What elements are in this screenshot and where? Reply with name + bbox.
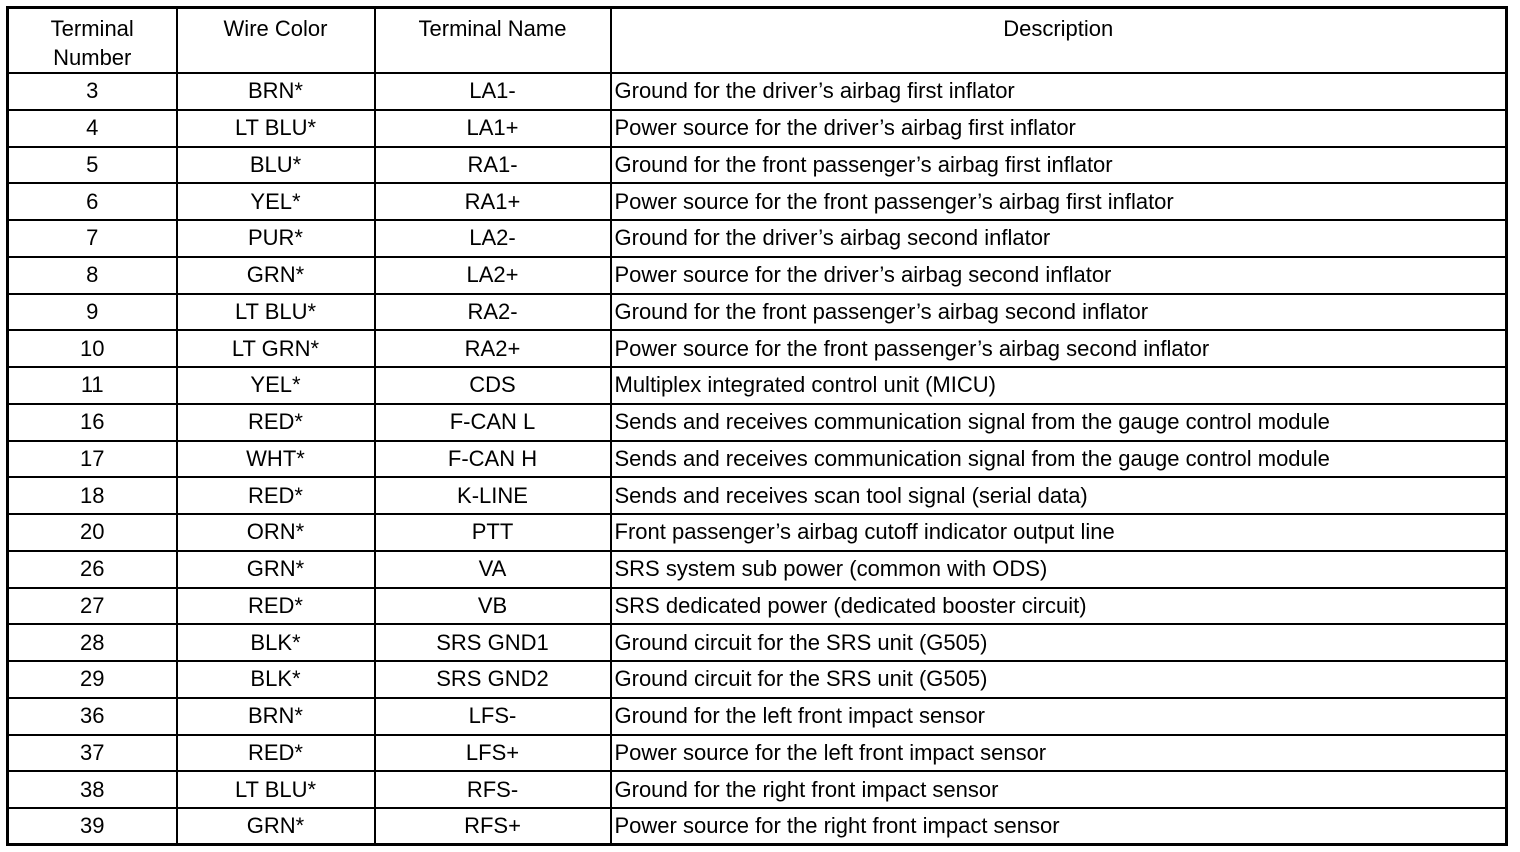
table-row [8, 771, 1507, 808]
terminal-name-cell: K-LINE [375, 477, 611, 514]
description-cell: SRS dedicated power (dedicated booster circuit) [611, 588, 1507, 625]
description-cell: Sends and receives communication signal from the gauge control module [611, 404, 1507, 441]
wire-color-cell: WHT* [177, 441, 375, 478]
wire-color-cell: BRN* [177, 73, 375, 110]
description-cell: Sends and receives scan tool signal (serial data) [611, 477, 1507, 514]
description-cell: Power source for the right front impact sensor [611, 808, 1507, 845]
terminal-name-cell: F-CAN H [375, 441, 611, 478]
wire-color-cell: YEL* [177, 183, 375, 220]
table-row [8, 808, 1507, 845]
description-cell: Ground for the right front impact sensor [611, 771, 1507, 808]
terminal-number-cell: 27 [8, 588, 177, 625]
header-row [8, 8, 1507, 74]
wire-color-cell: RED* [177, 477, 375, 514]
description-cell: Front passenger’s airbag cutoff indicator output line [611, 514, 1507, 551]
terminal-number-cell: 7 [8, 220, 177, 257]
wire-color-cell: BLU* [177, 147, 375, 184]
wire-color-cell: ORN* [177, 514, 375, 551]
terminal-number-cell: 20 [8, 514, 177, 551]
wire-color-cell: BLK* [177, 624, 375, 661]
terminal-number-cell: 38 [8, 771, 177, 808]
terminal-name-cell: RA1- [375, 147, 611, 184]
terminal-table [6, 6, 1508, 846]
terminal-number-cell: 16 [8, 404, 177, 441]
wire-color-cell: PUR* [177, 220, 375, 257]
terminal-name-cell: RFS- [375, 771, 611, 808]
description-cell: Ground for the driver’s airbag second inflator [611, 220, 1507, 257]
table-row [8, 477, 1507, 514]
header-terminal-number-label: Terminal Number [50, 16, 134, 70]
wire-color-cell: LT BLU* [177, 110, 375, 147]
table-row [8, 147, 1507, 184]
description-cell: Ground circuit for the SRS unit (G505) [611, 661, 1507, 698]
terminal-name-cell: LA1- [375, 73, 611, 110]
terminal-number-cell: 11 [8, 367, 177, 404]
table-row [8, 661, 1507, 698]
description-cell: Sends and receives communication signal from the gauge control module [611, 441, 1507, 478]
terminal-name-cell: SRS GND1 [375, 624, 611, 661]
wire-color-cell: BLK* [177, 661, 375, 698]
table-row [8, 183, 1507, 220]
table-row [8, 551, 1507, 588]
terminal-name-cell: LFS- [375, 698, 611, 735]
table-header [8, 8, 1507, 74]
table-row [8, 110, 1507, 147]
terminal-number-cell: 17 [8, 441, 177, 478]
wire-color-cell: GRN* [177, 808, 375, 845]
terminal-number-cell: 9 [8, 294, 177, 331]
description-cell: Power source for the driver’s airbag first inflator [611, 110, 1507, 147]
header-terminal-name: Terminal Name [375, 8, 611, 74]
terminal-name-cell: F-CAN L [375, 404, 611, 441]
terminal-number-cell: 10 [8, 330, 177, 367]
wire-color-cell: RED* [177, 588, 375, 625]
terminal-number-cell: 39 [8, 808, 177, 845]
terminal-name-cell: RA1+ [375, 183, 611, 220]
wire-color-cell: RED* [177, 735, 375, 772]
wire-color-cell: LT BLU* [177, 771, 375, 808]
header-terminal-number [8, 8, 177, 74]
wire-color-cell: GRN* [177, 551, 375, 588]
description-cell: Ground circuit for the SRS unit (G505) [611, 624, 1507, 661]
header-wire-color: Wire Color [177, 8, 375, 74]
wire-color-cell: LT GRN* [177, 330, 375, 367]
terminal-name-cell: LA1+ [375, 110, 611, 147]
table-row [8, 220, 1507, 257]
description-cell: SRS system sub power (common with ODS) [611, 551, 1507, 588]
table-row [8, 404, 1507, 441]
terminal-number-cell: 5 [8, 147, 177, 184]
wire-color-cell: RED* [177, 404, 375, 441]
terminal-number-cell: 29 [8, 661, 177, 698]
description-cell: Ground for the driver’s airbag first inflator [611, 73, 1507, 110]
description-cell: Ground for the left front impact sensor [611, 698, 1507, 735]
terminal-number-cell: 26 [8, 551, 177, 588]
description-cell: Ground for the front passenger’s airbag second inflator [611, 294, 1507, 331]
terminal-number-cell: 37 [8, 735, 177, 772]
terminal-name-cell: LFS+ [375, 735, 611, 772]
terminal-name-cell: VB [375, 588, 611, 625]
terminal-name-cell: LA2+ [375, 257, 611, 294]
terminal-name-cell: LA2- [375, 220, 611, 257]
table-row [8, 514, 1507, 551]
terminal-name-cell: RFS+ [375, 808, 611, 845]
table-row [8, 73, 1507, 110]
header-description: Description [611, 8, 1507, 74]
description-cell: Power source for the front passenger’s airbag first inflator [611, 183, 1507, 220]
terminal-name-cell: CDS [375, 367, 611, 404]
wire-color-cell: YEL* [177, 367, 375, 404]
table-row [8, 624, 1507, 661]
terminal-number-cell: 3 [8, 73, 177, 110]
wire-color-cell: LT BLU* [177, 294, 375, 331]
table-row [8, 330, 1507, 367]
terminal-number-cell: 8 [8, 257, 177, 294]
table-row [8, 735, 1507, 772]
terminal-name-cell: RA2- [375, 294, 611, 331]
terminal-number-cell: 36 [8, 698, 177, 735]
description-cell: Multiplex integrated control unit (MICU) [611, 367, 1507, 404]
table-row [8, 588, 1507, 625]
terminal-name-cell: SRS GND2 [375, 661, 611, 698]
table-row [8, 698, 1507, 735]
description-cell: Power source for the driver’s airbag second inflator [611, 257, 1507, 294]
table-body [8, 73, 1507, 845]
wire-color-cell: GRN* [177, 257, 375, 294]
terminal-number-cell: 28 [8, 624, 177, 661]
description-cell: Power source for the front passenger’s airbag second inflator [611, 330, 1507, 367]
wire-color-cell: BRN* [177, 698, 375, 735]
description-cell: Ground for the front passenger’s airbag first inflator [611, 147, 1507, 184]
terminal-number-cell: 4 [8, 110, 177, 147]
terminal-name-cell: VA [375, 551, 611, 588]
description-cell: Power source for the left front impact sensor [611, 735, 1507, 772]
table-row [8, 441, 1507, 478]
terminal-number-cell: 18 [8, 477, 177, 514]
table-row [8, 367, 1507, 404]
table-row [8, 294, 1507, 331]
terminal-name-cell: PTT [375, 514, 611, 551]
terminal-number-cell: 6 [8, 183, 177, 220]
terminal-name-cell: RA2+ [375, 330, 611, 367]
table-row [8, 257, 1507, 294]
